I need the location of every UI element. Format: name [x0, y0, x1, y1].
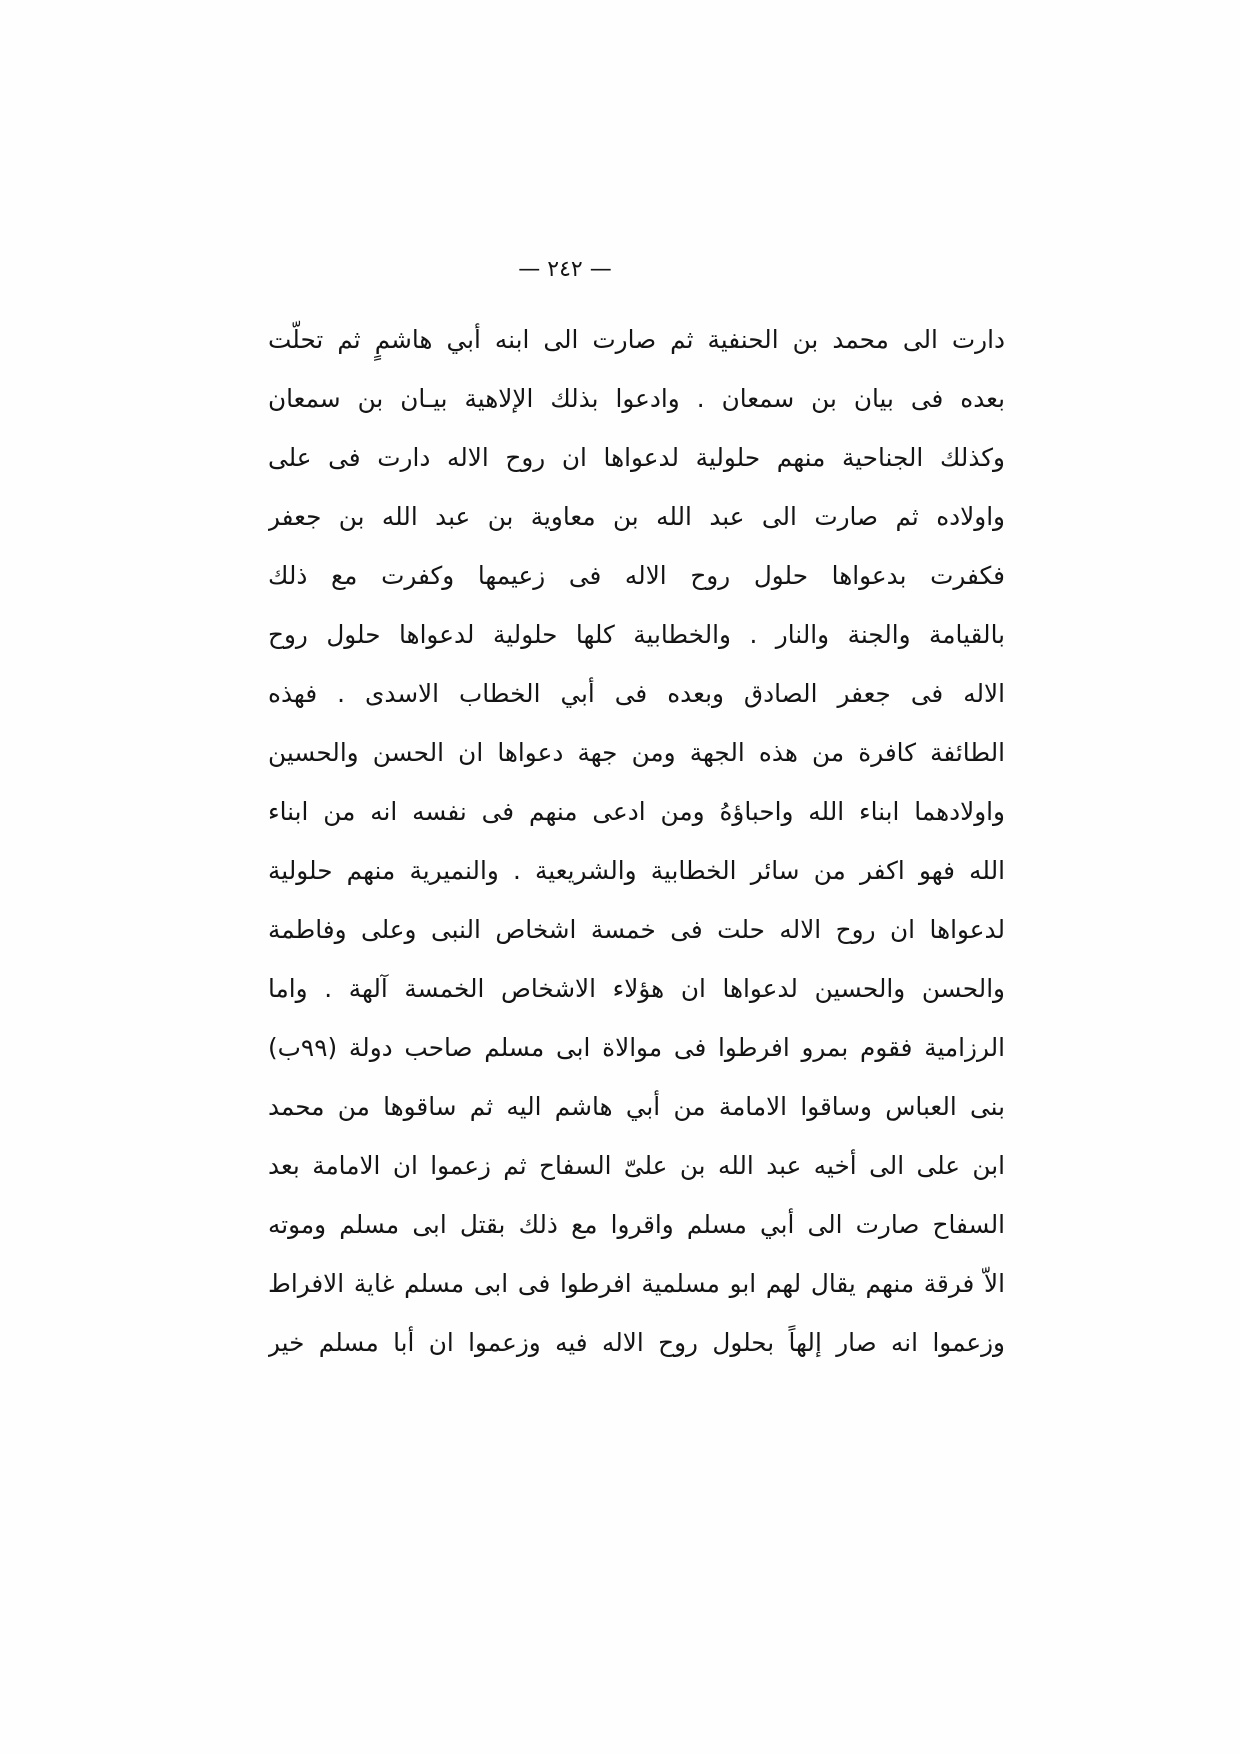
- text-line: بعده فى بيان بن سمعان . وادعوا بذلك الإلاهية بيـان بن سمعان: [268, 384, 1005, 413]
- text-line: الرزامية فقوم بمرو افرطوا فى موالاة ابى مسلم صاحب دولة (٩٩ب): [268, 1033, 1005, 1062]
- text-line: والحسن والحسين لدعواها ان هؤلاء الاشخاص الخمسة آلهة . واما: [268, 974, 1005, 1003]
- text-line: وكذلك الجناحية منهم حلولية لدعواها ان روح الاله دارت فى على: [268, 443, 1005, 472]
- text-line: بنى العباس وساقوا الامامة من أبي هاشم اليه ثم ساقوها من محمد: [268, 1092, 1005, 1121]
- text-line: السفاح صارت الى أبي مسلم واقروا مع ذلك بقتل ابى مسلم وموته: [268, 1210, 1005, 1239]
- text-line: واولاده ثم صارت الى عبد الله بن معاوية بن عبد الله بن جعفر: [268, 502, 1005, 531]
- text-line: وزعموا انه صار إلهاً بحلول روح الاله فيه وزعموا ان أبا مسلم خير: [268, 1328, 1005, 1357]
- text-line: فكفرت بدعواها حلول روح الاله فى زعيمها وكفرت مع ذلك: [268, 561, 1005, 590]
- text-line: دارت الى محمد بن الحنفية ثم صارت الى ابنه أبي هاشمٍ ثم تحلّت: [268, 325, 1005, 354]
- body-text: [268, 310, 1005, 1372]
- text-line: واولادهما ابناء الله واحباؤهُ ومن ادعى منهم فى نفسه انه من ابناء: [268, 797, 1005, 826]
- text-line: الطائفة كافرة من هذه الجهة ومن جهة دعواها ان الحسن والحسين: [268, 738, 1005, 767]
- text-line: بالقيامة والجنة والنار . والخطابية كلها حلولية لدعواها حلول روح: [268, 620, 1005, 649]
- text-line: ابن على الى أخيه عبد الله بن علىّ السفاح ثم زعموا ان الامامة بعد: [268, 1151, 1005, 1180]
- text-line: الاّ فرقة منهم يقال لهم ابو مسلمية افرطوا فى ابى مسلم غاية الافراط: [268, 1269, 1005, 1298]
- text-line: الاله فى جعفر الصادق وبعده فى أبي الخطاب الاسدى . فهذه: [268, 679, 1005, 708]
- page-number: — ٢٤٢ —: [518, 257, 612, 282]
- text-line: الله فهو اكفر من سائر الخطابية والشريعية . والنميرية منهم حلولية: [268, 856, 1005, 885]
- text-line: لدعواها ان روح الاله حلت فى خمسة اشخاص النبى وعلى وفاطمة: [268, 915, 1005, 944]
